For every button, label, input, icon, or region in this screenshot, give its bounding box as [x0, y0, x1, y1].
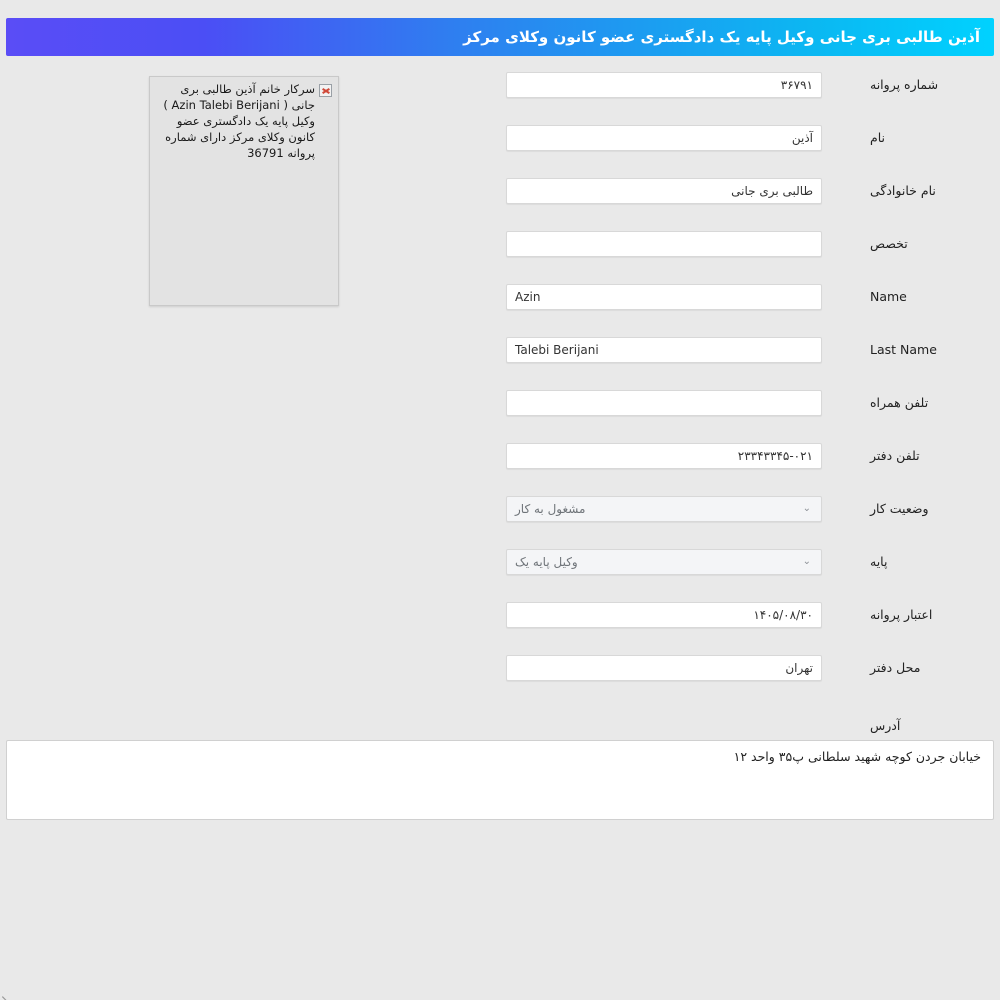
field-input[interactable]: ۱۴۰۵/۰۸/۳۰	[506, 602, 822, 628]
field-input[interactable]	[506, 231, 822, 257]
page-banner	[6, 18, 994, 56]
profile-form	[0, 72, 1000, 708]
form-row	[0, 284, 1000, 337]
field-input[interactable]: ۳۶۷۹۱	[506, 72, 822, 98]
form-row	[0, 125, 1000, 178]
form-row	[0, 602, 1000, 655]
address-textarea[interactable]: خیابان جردن کوچه شهید سلطانی پ۳۵ واحد ۱۲	[6, 740, 994, 820]
form-row	[0, 337, 1000, 390]
field-label: تلفن همراه	[870, 395, 929, 410]
form-row	[0, 178, 1000, 231]
field-input[interactable]: Talebi Berijani	[506, 337, 822, 363]
banner-title: آذین طالبی بری جانی وکیل پایه یک دادگستری عضو کانون وکلای مرکز	[463, 28, 980, 46]
form-row	[0, 549, 1000, 602]
field-label: شماره پروانه	[870, 77, 939, 92]
field-input[interactable]: Azin	[506, 284, 822, 310]
field-select[interactable]	[506, 549, 822, 575]
field-label: تلفن دفتر	[870, 448, 920, 463]
chevron-down-icon: ⌄	[802, 556, 811, 567]
form-row	[0, 655, 1000, 708]
field-label: اعتبار پروانه	[870, 607, 933, 622]
field-select[interactable]	[506, 496, 822, 522]
field-input[interactable]	[506, 390, 822, 416]
profile-photo-alt-text: سرکار خانم آذین طالبی بری جانی ( Azin Talebi Berijani ) وکیل پایه یک دادگستری عضو کانون وکلای مرکز دارای شماره پروانه 36791	[163, 82, 315, 160]
chevron-down-icon: ⌄	[802, 503, 811, 514]
field-label: وضعیت کار	[870, 501, 929, 516]
field-label: Last Name	[870, 342, 937, 357]
field-value: مشغول به کار	[515, 502, 586, 516]
field-label: پایه	[870, 554, 888, 569]
field-input[interactable]: آذین	[506, 125, 822, 151]
form-row	[0, 496, 1000, 549]
field-label: تخصص	[870, 236, 908, 251]
form-row	[0, 443, 1000, 496]
field-value: وکیل پایه یک	[515, 555, 578, 569]
form-row	[0, 72, 1000, 125]
field-input[interactable]: ۲۳۳۴۳۳۴۵-۰۲۱	[506, 443, 822, 469]
field-label: نام خانوادگی	[870, 183, 936, 198]
field-label: محل دفتر	[870, 660, 921, 675]
field-label: نام	[870, 130, 886, 145]
form-row	[0, 231, 1000, 284]
address-label: آدرس	[870, 718, 901, 733]
field-label: Name	[870, 289, 907, 304]
form-row	[0, 390, 1000, 443]
field-input[interactable]: طالبی بری جانی	[506, 178, 822, 204]
resize-grip-icon[interactable]	[2, 988, 12, 998]
field-input[interactable]: تهران	[506, 655, 822, 681]
